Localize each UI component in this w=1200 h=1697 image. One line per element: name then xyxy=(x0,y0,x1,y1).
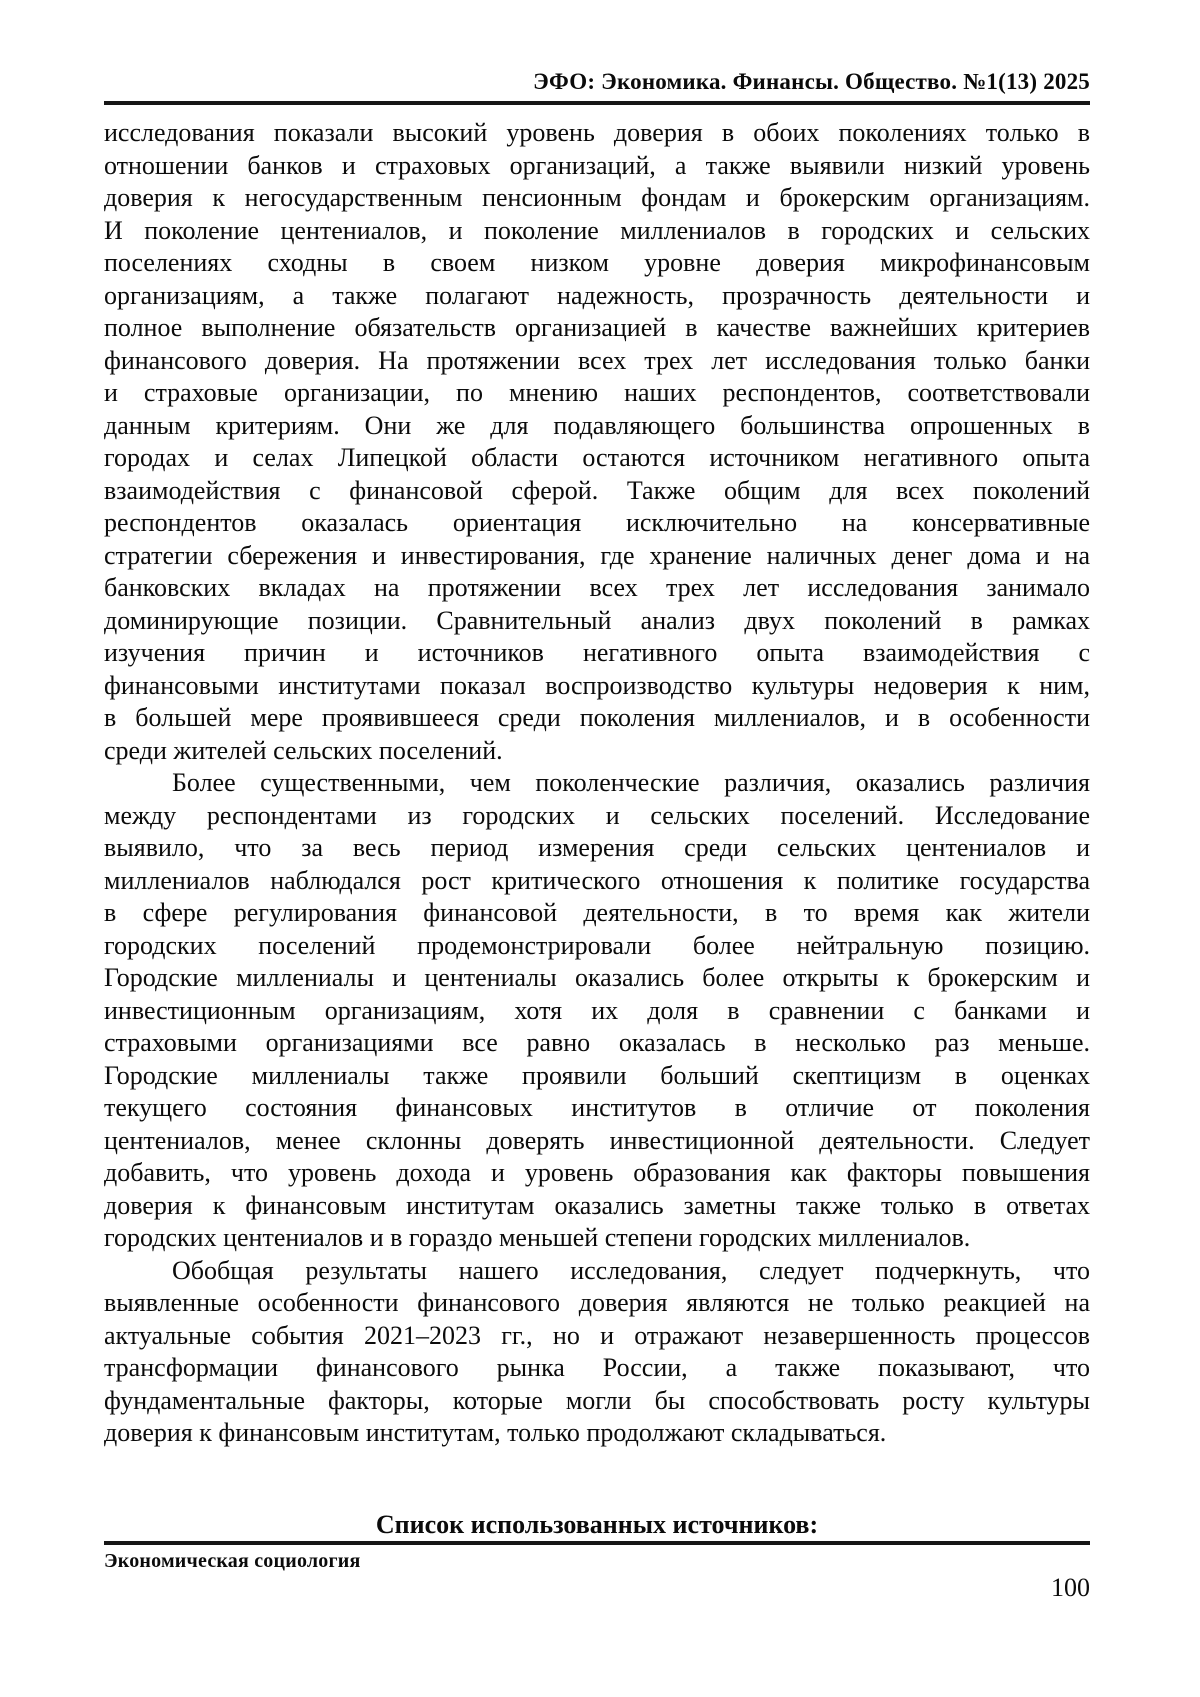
paragraph-line: выявленные особенности финансового доверия являются не только реакцией на xyxy=(104,1288,1090,1317)
paragraph-line: Городские миллениалы также проявили больший скептицизм в оценках xyxy=(104,1060,1090,1090)
paragraph-line: текущего состояния финансовых институтов в отличие от поколения xyxy=(104,1093,1090,1122)
paragraph-line: миллениалов наблюдался рост критического отношения к политике государства xyxy=(104,865,1090,895)
paragraph-line: доверия к финансовым институтам оказались заметны также только в ответах xyxy=(104,1190,1090,1220)
paragraph xyxy=(104,767,1090,1255)
paragraph-line: в сфере регулирования финансовой деятельности, в то время как жители xyxy=(104,898,1090,927)
paragraph-line: отношении банков и страховых организаций, а также выявили низкий уровень xyxy=(104,150,1090,180)
paragraph-line: актуальные события 2021–2023 гг., но и отражают незавершенность процессов xyxy=(104,1320,1090,1350)
paragraph-line: изучения причин и источников негативного опыта взаимодействия с xyxy=(104,638,1090,667)
paragraph xyxy=(104,117,1090,767)
article-body xyxy=(104,117,1090,1450)
journal-header-title: ЭФО: Экономика. Финансы. Общество. №1(13) 2025 xyxy=(533,69,1090,94)
paragraph-line: стратегии сбережения и инвестирования, где хранение наличных денег дома и на xyxy=(104,540,1090,570)
paragraph-line: инвестиционным организациям, хотя их доля в сравнении с банками и xyxy=(104,995,1090,1025)
paragraph-line: исследования показали высокий уровень доверия в обоих поколениях только в xyxy=(104,118,1090,147)
page-number: 100 xyxy=(1051,1572,1090,1602)
paragraph-line: страховыми организациями все равно оказалась в несколько раз меньше. xyxy=(104,1028,1090,1057)
header-rule xyxy=(104,101,1090,105)
paragraph-line: банковских вкладах на протяжении всех трех лет исследования занимало xyxy=(104,573,1090,602)
references-heading: Список использованных источников: xyxy=(375,1509,819,1539)
paragraph-line: данным критериям. Они же для подавляющего большинства опрошенных в xyxy=(104,410,1090,440)
paragraph xyxy=(104,1255,1090,1450)
paragraph-line: И поколение центениалов, и поколение миллениалов в городских и сельских xyxy=(104,215,1090,245)
paragraph-line: и страховые организации, по мнению наших респондентов, соответствовали xyxy=(104,378,1090,407)
paragraph-line: доверия к негосударственным пенсионным фондам и брокерским организациям. xyxy=(104,183,1090,212)
paragraph-line: Городские миллениалы и центениалы оказались более открыты к брокерским и xyxy=(104,963,1090,992)
paragraph-line: финансового доверия. На протяжении всех трех лет исследования только банки xyxy=(104,345,1090,375)
paragraph-line: выявило, что за весь период измерения среди сельских центениалов и xyxy=(104,833,1090,862)
footer-section-name: Экономическая социология xyxy=(104,1549,361,1572)
paragraph-line: центениалов, менее склонны доверять инвестиционной деятельности. Следует xyxy=(104,1125,1090,1155)
paragraph-line: Обобщая результаты нашего исследования, следует подчеркнуть, что xyxy=(172,1255,1090,1285)
paragraph-line: поселениях сходны в своем низком уровне доверия микрофинансовым xyxy=(104,248,1090,277)
paragraph-line: организациям, а также полагают надежность, прозрачность деятельности и xyxy=(104,280,1090,310)
paragraph-line: городских центениалов и в гораздо меньшей степени городских миллениалов. xyxy=(104,1223,971,1252)
paragraph-line: доминирующие позиции. Сравнительный анализ двух поколений в рамках xyxy=(104,605,1090,635)
paragraph-line: между респондентами из городских и сельских поселений. Исследование xyxy=(104,800,1090,830)
paragraph-line: трансформации финансового рынка России, а также показывают, что xyxy=(104,1353,1090,1382)
paragraph-line: среди жителей сельских поселений. xyxy=(104,735,503,765)
paragraph-line: городских поселений продемонстрировали более нейтральную позицию. xyxy=(104,930,1090,960)
paragraph-line: фундаментальные факторы, которые могли бы способствовать росту культуры xyxy=(104,1385,1090,1415)
footer-rule xyxy=(104,1541,1090,1545)
paragraph-line: в большей мере проявившееся среди поколения миллениалов, и в особенности xyxy=(104,703,1090,732)
paragraph-line: доверия к финансовым институтам, только продолжают складываться. xyxy=(104,1418,887,1447)
paragraph-line: добавить, что уровень дохода и уровень образования как факторы повышения xyxy=(104,1158,1090,1187)
paragraph-line: финансовыми институтами показал воспроизводство культуры недоверия к ним, xyxy=(104,670,1090,700)
paragraph-line: взаимодействия с финансовой сферой. Также общим для всех поколений xyxy=(104,475,1090,505)
paragraph-line: Более существенными, чем поколенческие различия, оказались различия xyxy=(172,768,1090,797)
paragraph-line: городах и селах Липецкой области остаются источником негативного опыта xyxy=(104,443,1090,472)
paragraph-line: полное выполнение обязательств организацией в качестве важнейших критериев xyxy=(104,313,1090,342)
paragraph-line: респондентов оказалась ориентация исключительно на консервативные xyxy=(104,508,1090,537)
